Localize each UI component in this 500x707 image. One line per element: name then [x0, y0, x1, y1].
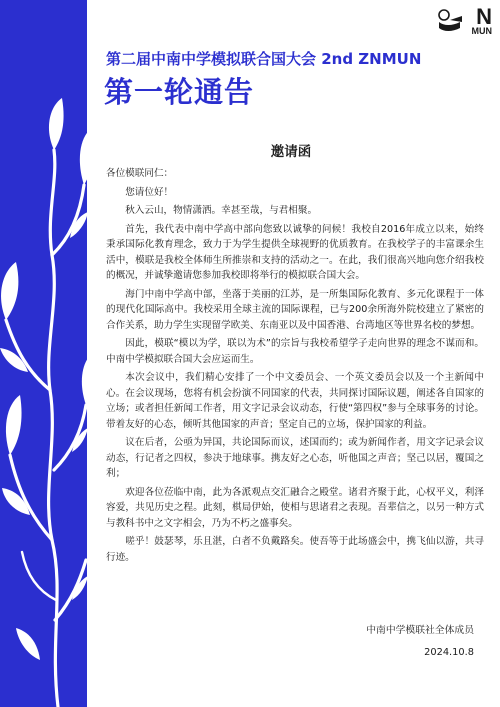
date: 2024.10.8: [424, 647, 474, 658]
decorative-sidebar: [0, 0, 87, 707]
paragraph: 因此，模联“模以为学，联以为术”的宗旨与我校希望学子走向世界的理念不谋而和。中南中学模拟联合国大会应运而生。: [106, 338, 484, 365]
paragraph: 海门中南中学高中部，坐落于美丽的江苏，是一所集国际化教育、多元化课程于一体的现代化国际高中。我校采用全球主流的国际课程，已与200余所海外院校建立了紧密的合作关系，助力学生实现留学欧美、东南亚以及中国香港、台湾地区等世界名校的梦想。: [106, 288, 484, 331]
paragraph: 本次会议中，我们精心安排了一个中文委员会、一个英文委员会以及一个主新闻中心。在会议现场，您将有机会扮演不同国家的代表，共同探讨国际议题，阐述各自国家的立场；或者担任新闻工作者，用文字记录会议动态，行使“第四权”参与全球事务的讨论。带着友好的心态，倾听其他国家的声音；坚定自己的立场，保护国家的利益。: [106, 372, 484, 430]
paragraph: 议在后者，公亟为异国，共论国际而议，述国而约；或为新闻作者，用文字记录会议动态，行记者之四权，参决于地球事。携友好之心态，听他国之声音；坚己以居，覆国之利；: [106, 437, 484, 479]
letter-body: [106, 166, 484, 568]
signature: 中南中学模联社全体成员: [366, 625, 474, 636]
paragraph: 秋入云山，物情潇洒。幸甚至哉，与君相聚。: [125, 205, 318, 216]
signature-block: [366, 620, 474, 664]
page-title: 第一轮通告: [104, 75, 255, 109]
paragraph: 您请位好！: [125, 186, 174, 198]
znmun-logo: [436, 6, 492, 36]
letter-title: 邀请函: [270, 144, 312, 160]
salutation: 各位模联同仁：: [106, 168, 174, 179]
paragraph: 欢迎各位莅临中南，此为各派观点交汇融合之殿堂。诸君齐聚于此，心权平义，利泽容爱，共见历史之程。此刻，棋局伊始，使相与思诸君之表现。吾辈信之，以另一种方式与教科书中之文字相会，乃为不朽之盛事矣。: [106, 486, 484, 529]
vine-illustration: [0, 0, 87, 707]
logo-mark: N: [476, 4, 492, 29]
paragraph: 首先，我代表中南中学高中部向您致以诚挚的问候！我校自2016年成立以来，始终秉承国际化教育理念，致力于为学生提供全球视野的优质教育。在我校学子的丰富课余生活中，模联是我校全体师生所推崇和支持的活动之一。在此，我们很高兴地向您介绍我校的概况，并诚挚邀请您参加我校即将举行的模拟联合国大会。: [106, 223, 484, 281]
paragraph: 嗟乎！鼓瑟琴，乐且湛，白者不负戴路矣。使吾等于此场盛会中，携飞仙以游，共寻行迹。: [106, 536, 484, 563]
logo-text: MUN: [471, 26, 492, 36]
conference-subtitle: 第二届中南中学模拟联合国大会 2nd ZNMUN: [106, 50, 422, 68]
